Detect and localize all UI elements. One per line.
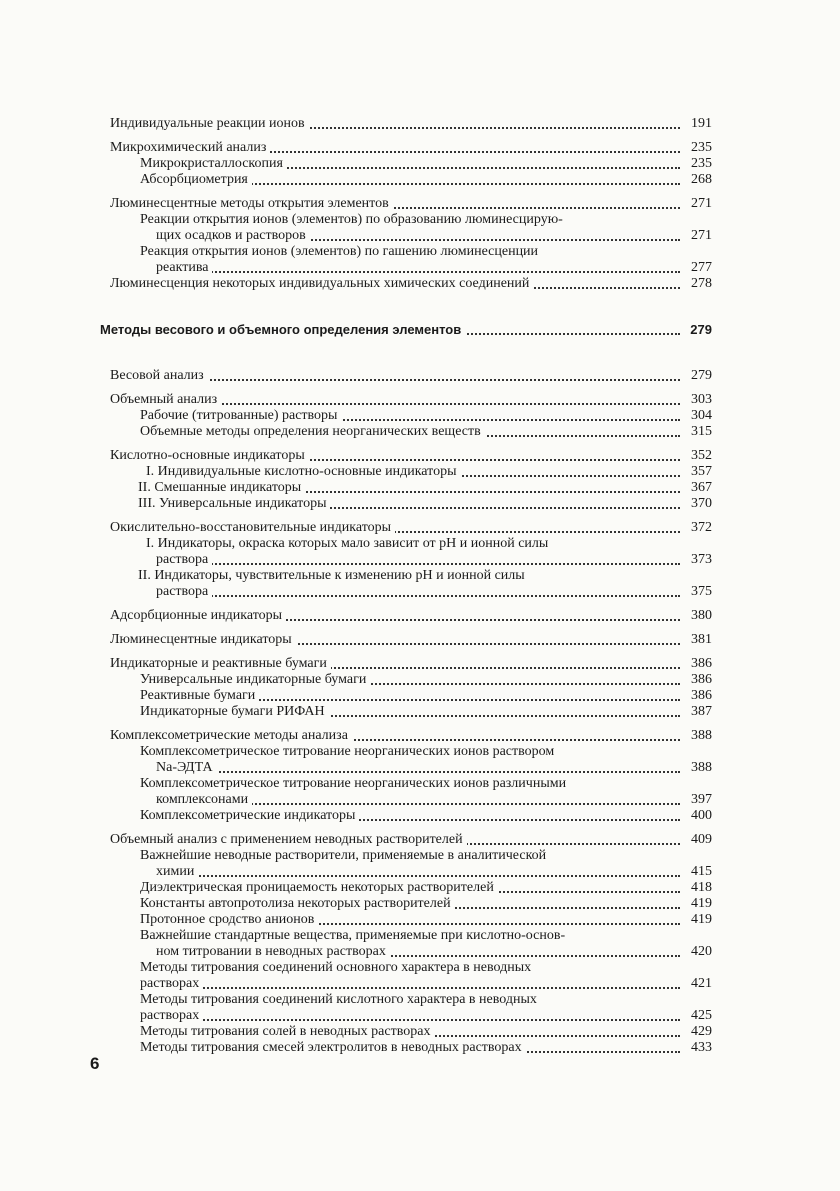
toc-page-number: 421 [691,976,712,991]
toc-entry-title [146,536,680,552]
toc-entry [100,584,712,600]
toc-entry-title [138,568,680,584]
spacer [100,338,712,368]
dot-leader [156,875,680,877]
dot-leader [156,563,680,565]
toc-entry-title [156,228,680,244]
toc-entry-title [110,392,680,408]
toc-entry-text: Методы титрования солей в неводных растворах [140,1024,434,1039]
toc-page-number: 304 [691,408,712,423]
toc-entry-text: Абсорбциометрия [140,172,252,187]
toc-page-number: 352 [691,448,712,463]
toc-page-number: 409 [691,832,712,847]
toc-entry [100,688,712,704]
toc-entry [100,140,712,156]
toc-entry-title [110,656,680,672]
toc-entry-title [156,864,680,880]
toc-entry-text: Люминесцентные методы открытия элементов [110,196,393,211]
toc-entry-text: Методы весового и объемного определения элементов [100,322,465,337]
toc-page-number: 386 [691,672,712,687]
toc-page-number: 388 [691,728,712,743]
toc-entry-title [100,322,680,338]
toc-entry [100,260,712,276]
toc-page-number: 429 [691,1024,712,1039]
toc-page-number: 433 [691,1040,712,1055]
toc-entry [100,536,712,552]
toc-entry-text: химии [156,864,198,879]
toc-entry-title [156,260,680,276]
spacer [100,720,712,728]
toc-entry-text: ном титровании в неводных растворах [156,944,390,959]
spacer [100,624,712,632]
toc-entry-text: Методы титрования смесей электролитов в неводных растворах [140,1040,526,1055]
toc-page-number: 415 [691,864,712,879]
toc-page-number: 271 [691,196,712,211]
toc-entry-text: Комплексометрическое титрование неорганических ионов различными [140,776,570,791]
toc-entry-title [140,156,680,172]
toc-entry-text: Люминесценция некоторых индивидуальных химических соединений [110,276,533,291]
toc-entry-title [138,480,680,496]
toc-entry-text: Индикаторные бумаги РИФАН [140,704,329,719]
toc-entry-title [140,992,680,1008]
toc-entry [100,496,712,512]
toc-entry [100,1024,712,1040]
dot-leader [156,595,680,597]
toc-page-number: 388 [691,760,712,775]
toc-entry-text: Объемный анализ [110,392,221,407]
toc-page-number: 277 [691,260,712,275]
toc-entry-title [140,976,680,992]
toc-entry [100,760,712,776]
toc-page-number: 357 [691,464,712,479]
toc-entry [100,368,712,384]
toc-entry-text: III. Универсальные индикаторы [138,496,330,511]
toc-entry-text: Реактивные бумаги [140,688,259,703]
toc-entry [100,848,712,864]
toc-entry [100,212,712,228]
toc-entry [100,392,712,408]
toc-page-number: 387 [691,704,712,719]
toc-entry-title [110,448,680,464]
toc-entry [100,520,712,536]
toc-page-number: 425 [691,1008,712,1023]
spacer [100,824,712,832]
toc-entry-title [110,140,680,156]
toc-entry [100,896,712,912]
toc-page-number: 278 [691,276,712,291]
toc-entry [100,568,712,584]
toc-entry-text: I. Индикаторы, окраска которых мало зависит от pH и ионной силы [146,536,552,551]
toc-entry-title [140,244,680,260]
toc-entry [100,960,712,976]
toc-entry-text: Объемные методы определения неорганических веществ [140,424,485,439]
toc-entry-text: Комплексометрические методы анализа [110,728,352,743]
toc-entry-text: Константы автопротолиза некоторых растворителей [140,896,455,911]
toc-entry [100,656,712,672]
toc-entry-title [110,276,680,292]
toc-page-number: 419 [691,896,712,911]
toc-entry-text: Реакция открытия ионов (элементов) по гашению люминесценции [140,244,542,259]
toc-section-heading [100,322,712,338]
page-number: 6 [90,1054,100,1073]
toc-entry-title [156,760,680,776]
toc-entry [100,448,712,464]
toc-entry-title [140,704,680,720]
toc-entry-text: Микрокристаллоскопия [140,156,287,171]
toc-entry-text: Na-ЭДТА [156,760,217,775]
toc-page-number: 315 [691,424,712,439]
toc-entry-title [138,496,680,512]
toc-entry-title [140,424,680,440]
toc-entry [100,608,712,624]
toc-entry-text: растворах [140,976,203,991]
toc-entry-title [140,896,680,912]
toc-entry [100,244,712,260]
dot-leader [140,1019,680,1021]
toc-entry [100,480,712,496]
toc-page-number: 372 [691,520,712,535]
toc-entry-title [156,584,680,600]
toc-entry-text: II. Индикаторы, чувствительные к изменению pH и ионной силы [138,568,529,583]
toc-page-number: 279 [690,322,712,337]
toc-entry-title [110,632,680,648]
spacer [100,600,712,608]
toc-entry [100,808,712,824]
toc-entry [100,196,712,212]
toc-entry [100,1040,712,1056]
toc-entry-text: растворах [140,1008,203,1023]
spacer [100,440,712,448]
toc-entry [100,408,712,424]
toc-entry-text: Объемный анализ с применением неводных растворителей [110,832,467,847]
toc-entry-title [110,608,680,624]
toc-entry-title [140,848,680,864]
spacer [100,132,712,140]
toc-entry-title [110,728,680,744]
toc-entry [100,864,712,880]
toc-entry-title [140,960,680,976]
toc-entry-title [110,832,680,848]
toc-entry-text: Важнейшие неводные растворители, применяемые в аналитической [140,848,550,863]
toc-entry-text: Индикаторные и реактивные бумаги [110,656,331,671]
spacer [100,188,712,196]
toc-entry [100,1008,712,1024]
toc-page-number: 380 [691,608,712,623]
toc-page-number: 419 [691,912,712,927]
toc-page-number: 303 [691,392,712,407]
toc-entry [100,792,712,808]
toc-entry-title [140,408,680,424]
toc-entry-text: Окислительно-восстановительные индикаторы [110,520,395,535]
toc-entry [100,912,712,928]
toc-entry [100,156,712,172]
toc-page-number: 400 [691,808,712,823]
toc-entry [100,116,712,132]
toc-entry [100,776,712,792]
toc-entry-text: Диэлектрическая проницаемость некоторых растворителей [140,880,498,895]
dot-leader [140,987,680,989]
toc-page-number: 279 [691,368,712,383]
toc-entry-text: комплексонами [156,792,252,807]
toc-entry-title [140,880,680,896]
toc-entry [100,992,712,1008]
toc-page-number: 418 [691,880,712,895]
toc-entry-title [140,172,680,188]
spacer [100,648,712,656]
toc-page-number: 375 [691,584,712,599]
toc-entry [100,704,712,720]
toc-entry-title [110,368,680,384]
toc-entry [100,744,712,760]
table-of-contents [100,116,712,1056]
toc-entry-text: Весовой анализ [110,368,208,383]
toc-entry [100,552,712,568]
toc-entry-text: Рабочие (титрованные) растворы [140,408,341,423]
toc-entry [100,632,712,648]
toc-entry-title [146,464,680,480]
toc-entry-title [140,672,680,688]
spacer [100,292,712,322]
toc-page-number: 367 [691,480,712,495]
toc-entry-text: Комплексометрические индикаторы [140,808,359,823]
toc-entry-text: Протонное сродство анионов [140,912,318,927]
toc-entry-title [140,688,680,704]
toc-entry [100,976,712,992]
toc-entry-title [140,776,680,792]
toc-entry-text: II. Смешанные индикаторы [138,480,305,495]
dot-leader [156,271,680,273]
toc-entry-text: Индивидуальные реакции ионов [110,116,309,131]
toc-page-number: 397 [691,792,712,807]
toc-page-number: 386 [691,656,712,671]
toc-entry-text: раствора [156,552,212,567]
toc-entry-title [110,196,680,212]
toc-entry-title [140,1008,680,1024]
toc-entry-text: Реакции открытия ионов (элементов) по образованию люминесцирую- [140,212,567,227]
toc-entry-text: Микрохимический анализ [110,140,270,155]
toc-entry-title [140,928,680,944]
toc-entry [100,172,712,188]
dot-leader [156,771,680,773]
toc-entry-title [156,792,680,808]
toc-entry [100,880,712,896]
toc-entry-text: I. Индивидуальные кислотно-основные индикаторы [146,464,460,479]
toc-entry-text: Методы титрования соединений кислотного характера в неводных [140,992,541,1007]
spacer [100,384,712,392]
toc-entry-title [140,1024,680,1040]
toc-entry-title [140,912,680,928]
toc-entry-title [140,808,680,824]
toc-entry [100,464,712,480]
toc-entry-title [156,552,680,568]
toc-entry-text: Адсорбционные индикаторы [110,608,286,623]
toc-entry [100,832,712,848]
toc-entry-text: Кислотно-основные индикаторы [110,448,309,463]
toc-page-number: 420 [691,944,712,959]
toc-entry-title [140,744,680,760]
toc-entry [100,228,712,244]
toc-entry [100,944,712,960]
toc-entry [100,672,712,688]
toc-entry-title [140,212,680,228]
toc-entry [100,928,712,944]
toc-entry-text: Комплексометрическое титрование неорганических ионов раствором [140,744,558,759]
toc-entry-text: Методы титрования соединений основного характера в неводных [140,960,535,975]
spacer [100,512,712,520]
toc-page-number: 235 [691,140,712,155]
toc-entry-text: Важнейшие стандартные вещества, применяемые при кислотно-основ- [140,928,569,943]
toc-entry-text: Люминесцентные индикаторы [110,632,296,647]
toc-page-number: 191 [691,116,712,131]
toc-page-number: 268 [691,172,712,187]
toc-entry [100,276,712,292]
toc-page-number: 235 [691,156,712,171]
toc-entry-title [140,1040,680,1056]
toc-entry-title [156,944,680,960]
toc-entry-text: щих осадков и растворов [156,228,310,243]
toc-entry-title [110,520,680,536]
toc-page-number: 370 [691,496,712,511]
toc-entry-text: реактива [156,260,212,275]
toc-page-number: 271 [691,228,712,243]
toc-entry [100,424,712,440]
toc-entry-text: Универсальные индикаторные бумаги [140,672,370,687]
toc-entry-text: раствора [156,584,212,599]
toc-entry [100,728,712,744]
toc-entry-title [110,116,680,132]
toc-page-number: 381 [691,632,712,647]
toc-page-number: 373 [691,552,712,567]
toc-page-number: 386 [691,688,712,703]
